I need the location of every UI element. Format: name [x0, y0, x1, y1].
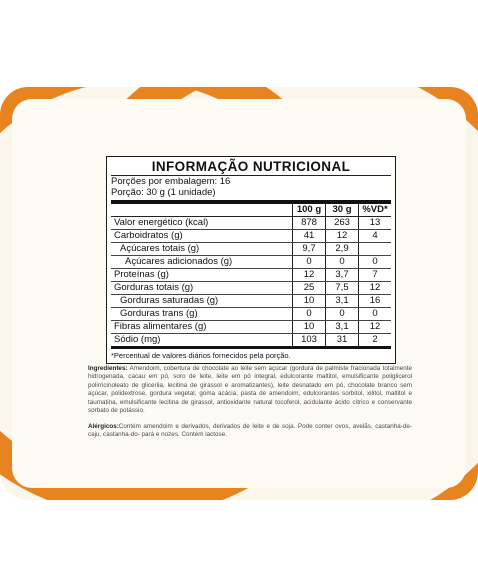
value-vd: 7	[359, 269, 392, 282]
table-row	[111, 256, 391, 269]
value-30g: 0	[326, 308, 359, 321]
table-row	[111, 269, 391, 282]
servings-per-package: Porções por embalagem: 16	[111, 176, 231, 187]
table-row	[111, 295, 391, 308]
value-100g: 103	[293, 334, 326, 348]
nutrition-facts-panel	[106, 156, 396, 364]
nutrient-label: Açúcares adicionados (g)	[111, 256, 293, 269]
header-30g: 30 g	[326, 204, 359, 217]
table-row	[111, 217, 391, 230]
nutrient-label: Gorduras totais (g)	[111, 282, 293, 295]
nutrient-label: Gorduras saturadas (g)	[111, 295, 293, 308]
table-row	[111, 308, 391, 321]
value-100g: 12	[293, 269, 326, 282]
nutrient-label: Açúcares totais (g)	[111, 243, 293, 256]
ingredients-text: Amendoim, cobertura de chocolate ao leite sem açúcar (gordura de palmiste fracionada totalmente hidrogenada, cacau em pó, soro de leite, leite em pó integral, edulcorante maltitol, emulsificante poliglicerol polirricinoleato de glicerila, lecitina de girassol e aromatizantes), leite desnatado em pó, chocolate branco sem açúcar, polidextrose, gordura vegetal, goma acácia, pasta de amendoim, edulcorantes sorbitol, xilitol, maltitol e taumatina, emulsificante lecitina de girassol, antioxidante natural tocoferol, acidulante ácido cítrico e conservante sorbato de potássio.	[88, 365, 412, 415]
value-vd: 4	[359, 230, 392, 243]
header-blank	[111, 204, 293, 217]
nutrient-label: Fibras alimentares (g)	[111, 321, 293, 334]
value-30g: 12	[326, 230, 359, 243]
value-vd: 0	[359, 308, 392, 321]
table-row	[111, 230, 391, 243]
value-100g: 41	[293, 230, 326, 243]
footnote: *Percentual de valores diários fornecidos pela porção.	[111, 351, 291, 360]
allergens-label: Alérgicos:	[88, 423, 119, 430]
value-100g: 878	[293, 217, 326, 230]
value-vd: 12	[359, 321, 392, 334]
value-30g: 263	[326, 217, 359, 230]
panel-title: INFORMAÇÃO NUTRICIONAL	[111, 159, 391, 176]
value-100g: 10	[293, 321, 326, 334]
table-row	[111, 334, 391, 348]
table-row	[111, 243, 391, 256]
nutrient-label: Sódio (mg)	[111, 334, 293, 348]
value-100g: 9,7	[293, 243, 326, 256]
table-header-row	[111, 204, 391, 217]
value-30g: 3,1	[326, 321, 359, 334]
allergens-block	[88, 423, 412, 440]
header-vd: %VD*	[359, 204, 392, 217]
value-30g: 2,9	[326, 243, 359, 256]
value-vd: 16	[359, 295, 392, 308]
nutrient-label: Gorduras trans (g)	[111, 308, 293, 321]
ingredients-label: Ingredientes:	[88, 365, 128, 372]
value-vd: 13	[359, 217, 392, 230]
value-100g: 0	[293, 308, 326, 321]
value-100g: 10	[293, 295, 326, 308]
ingredients-block	[88, 365, 412, 415]
value-100g: 25	[293, 282, 326, 295]
value-100g: 0	[293, 256, 326, 269]
header-100g: 100 g	[293, 204, 326, 217]
table-row	[111, 321, 391, 334]
label-card	[0, 87, 478, 500]
nutrient-label: Valor energético (kcal)	[111, 217, 293, 230]
value-30g: 0	[326, 256, 359, 269]
table-row	[111, 282, 391, 295]
value-vd	[359, 243, 392, 256]
label-inner	[12, 99, 466, 488]
nutrient-label: Carboidratos (g)	[111, 230, 293, 243]
value-vd: 2	[359, 334, 392, 348]
serving-size: Porção: 30 g (1 unidade)	[111, 187, 216, 198]
value-30g: 7,5	[326, 282, 359, 295]
allergens-text: Contém amendoim e derivados, derivados de leite e de soja. Pode conter ovos, avelãs, castanha-de-caju, castanha-do- pará e nozes. Contém lactose.	[88, 423, 412, 439]
value-30g: 3,1	[326, 295, 359, 308]
value-vd: 0	[359, 256, 392, 269]
nutrition-table	[111, 204, 391, 349]
value-30g: 3,7	[326, 269, 359, 282]
value-30g: 31	[326, 334, 359, 348]
nutrient-label: Proteínas (g)	[111, 269, 293, 282]
value-vd: 12	[359, 282, 392, 295]
